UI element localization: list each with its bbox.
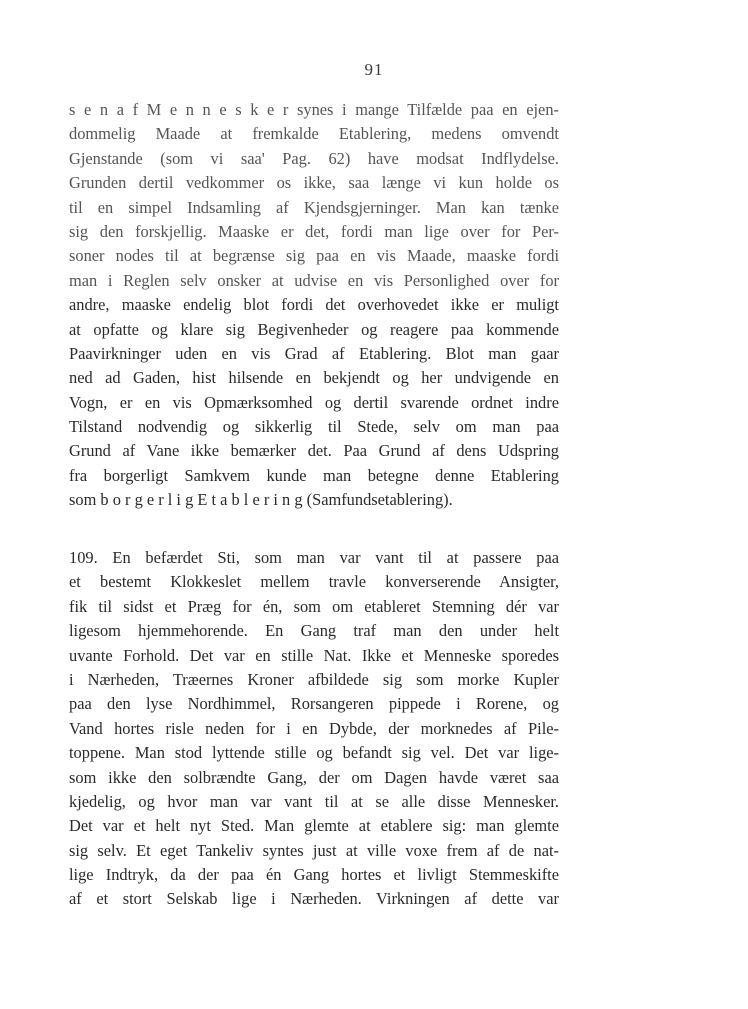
paragraph-continued: [69, 98, 559, 513]
text-line: dommelig Maade at fremkalde Etablering, medens omvendt: [69, 124, 559, 144]
text-line: 109. En befærdet Sti, som man var vant til at passere paa: [69, 548, 559, 567]
text-line: Grund af Vane ikke bemærker det. Paa Grund af dens Udspring: [69, 441, 559, 461]
text-line: fra borgerligt Samkvem kunde man betegne denne Etablering: [69, 465, 559, 485]
text-line: Vogn, er en vis Opmærksomhed og dertil svarende ordnet indre: [69, 392, 559, 412]
text-line: at opfatte og klare sig Begivenheder og reagere paa kommende: [69, 319, 559, 339]
text-line: Gjenstande (som vi saa' Pag. 62) have modsat Indflydelse.: [69, 148, 559, 168]
text-line: ned ad Gaden, hist hilsende en bekjendt og her undvigende en: [69, 368, 559, 388]
text-line: sig selv. Et eget Tankeliv syntes just at ville voxe frem af de nat-: [69, 840, 559, 860]
text-line: s e n a f M e n n e s k e r synes i mange Tilfælde paa en ejen-: [69, 100, 559, 119]
text-line: sig den forskjellig. Maaske er det, fordi man lige over for Per-: [69, 221, 559, 241]
text-line: man i Reglen selv onsker at udvise en vis Personlighed over for: [69, 270, 559, 290]
text-line: Det var et helt nyt Sted. Man glemte at etablere sig: man glemte: [69, 816, 559, 836]
text-line: fik til sidst et Præg for én, som om etableret Stemning dér var: [69, 596, 559, 616]
text-line: af et stort Selskab lige i Nærheden. Virkningen af dette var: [69, 889, 559, 909]
text-line: Paavirkninger uden en vis Grad af Etablering. Blot man gaar: [69, 343, 559, 363]
text-line: Vand hortes risle neden for i en Dybde, der morknedes af Pile-: [69, 718, 559, 738]
text-line: paa den lyse Nordhimmel, Rorsangeren pippede i Rorene, og: [69, 694, 559, 714]
page-number: 91: [364, 60, 384, 79]
text-line: som b o r g e r l i g E t a b l e r i n g (Samfundsetablering).: [69, 490, 453, 510]
text-line: toppene. Man stod lyttende stille og befandt sig vel. Det var lige-: [69, 743, 559, 763]
text-line: andre, maaske endelig blot fordi det overhovedet ikke er muligt: [69, 295, 559, 315]
text-line: Grunden dertil vedkommer os ikke, saa længe vi kun holde os: [69, 173, 559, 193]
text-line: kjedelig, og hvor man var vant til at se alle disse Mennesker.: [69, 791, 559, 811]
text-line: til en simpel Indsamling af Kjendsgjerninger. Man kan tænke: [69, 197, 559, 217]
text-line: i Nærheden, Træernes Kroner afbildede sig som morke Kupler: [69, 669, 559, 689]
text-line: uvante Forhold. Det var en stille Nat. Ikke et Menneske sporedes: [69, 645, 559, 665]
text-line: soner nodes til at begrænse sig paa en vis Maade, maaske fordi: [69, 246, 559, 266]
text-line: lige Indtryk, da der paa én Gang hortes et livligt Stemmeskifte: [69, 865, 559, 885]
text-line: som ikke den solbrændte Gang, der om Dagen havde været saa: [69, 767, 559, 787]
text-line: ligesom hjemmehorende. En Gang traf man den under helt: [69, 621, 559, 641]
section-109-paragraph: [69, 546, 559, 912]
text-line: Tilstand nodvendig og sikkerlig til Stede, selv om man paa: [69, 417, 559, 437]
text-line: et bestemt Klokkeslet mellem travle konverserende Ansigter,: [69, 572, 559, 592]
